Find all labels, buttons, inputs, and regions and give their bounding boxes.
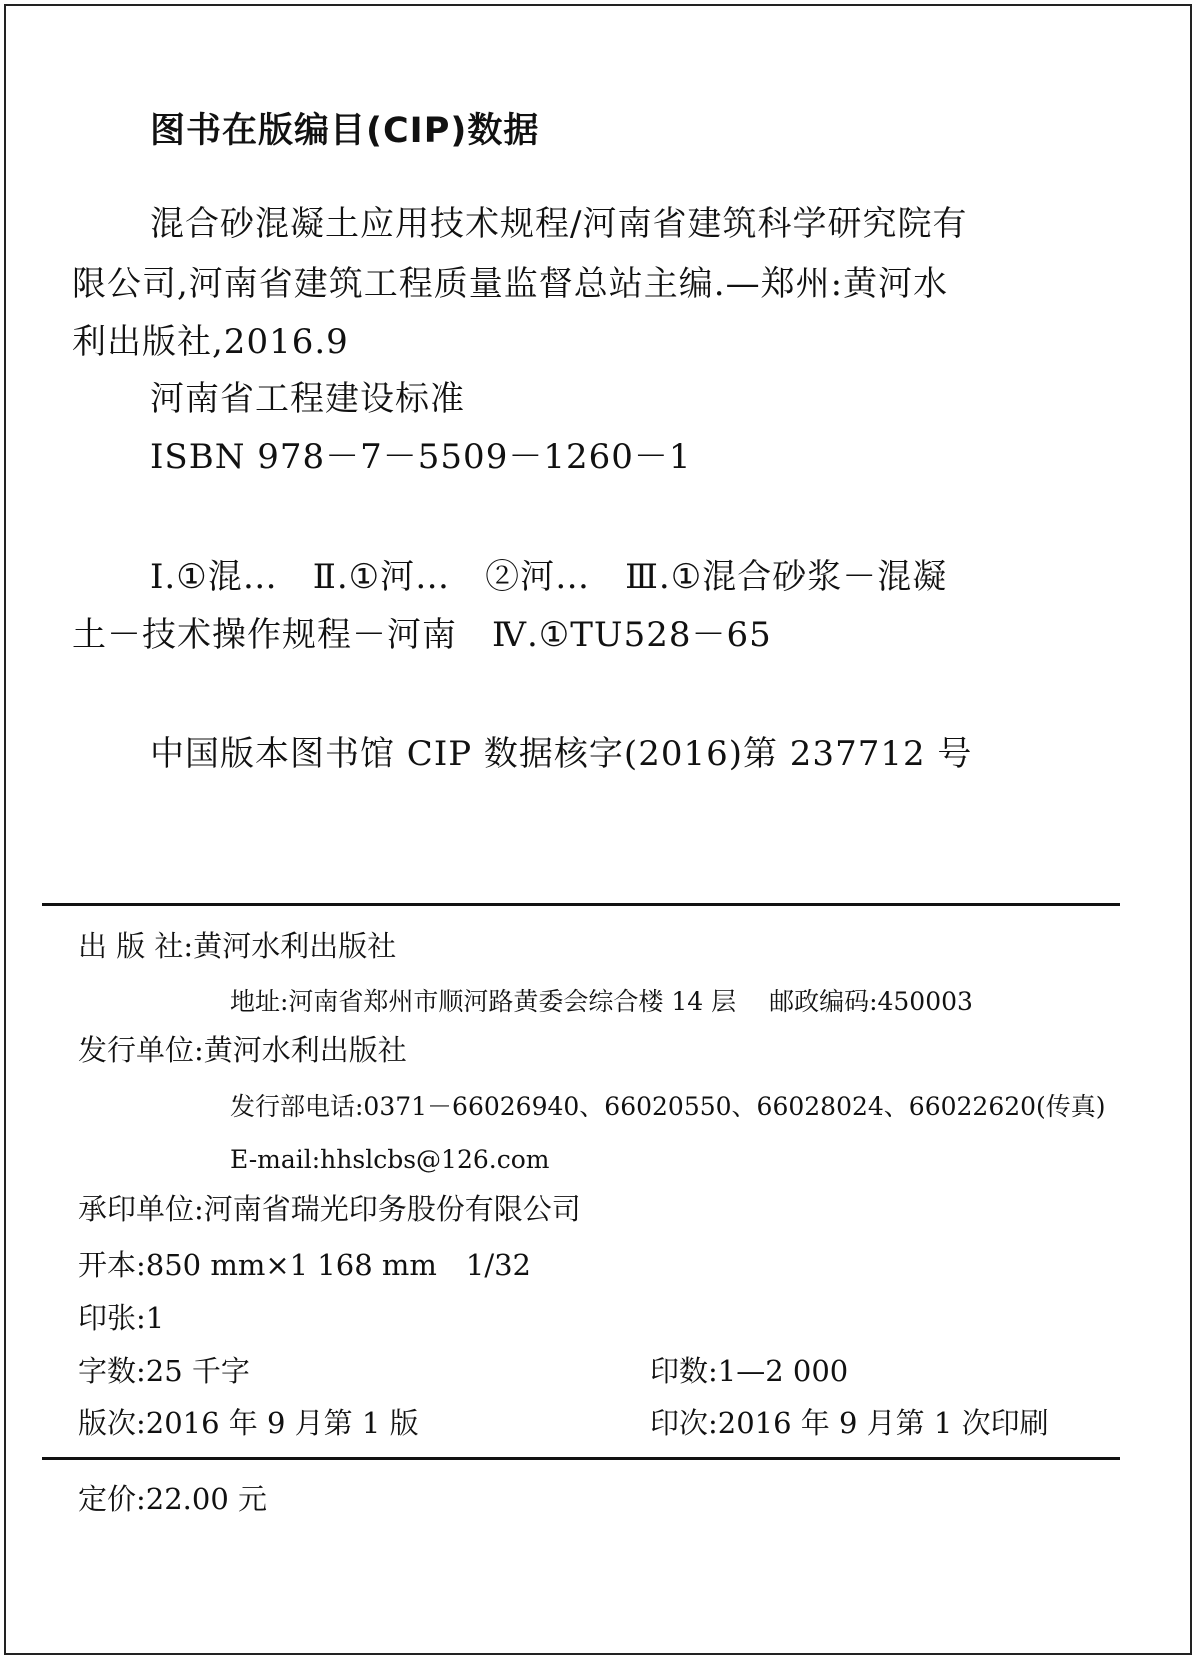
print-run: 印数:1—2 000 bbox=[650, 1354, 849, 1388]
price: 定价:22.00 元 bbox=[78, 1482, 268, 1516]
cip-classification-line-1: Ⅰ.①混… Ⅱ.①河… ②河… Ⅲ.①混合砂浆－混凝 bbox=[150, 557, 948, 597]
printer: 承印单位:河南省瑞光印务股份有限公司 bbox=[78, 1192, 581, 1226]
edition: 版次:2016 年 9 月第 1 版 bbox=[78, 1406, 419, 1440]
cip-heading: 图书在版编目(CIP)数据 bbox=[150, 111, 540, 151]
distributor-phone: 发行部电话:0371－66026940、66020550、66028024、66022620(传真) bbox=[230, 1092, 1106, 1121]
bottom-divider bbox=[42, 1457, 1120, 1460]
cip-description-line-1: 混合砂混凝土应用技术规程/河南省建筑科学研究院有 bbox=[150, 204, 968, 244]
distributor: 发行单位:黄河水利出版社 bbox=[78, 1033, 407, 1067]
email: E-mail:hhslcbs@126.com bbox=[230, 1145, 550, 1174]
book-format: 开本:850 mm×1 168 mm 1/32 bbox=[78, 1248, 531, 1282]
cip-isbn: ISBN 978－7－5509－1260－1 bbox=[150, 437, 692, 477]
printed-sheets: 印张:1 bbox=[78, 1301, 165, 1335]
cip-description-line-2: 限公司,河南省建筑工程质量监督总站主编.—郑州:黄河水 bbox=[72, 264, 949, 304]
word-count: 字数:25 千字 bbox=[78, 1354, 250, 1388]
impression: 印次:2016 年 9 月第 1 次印刷 bbox=[650, 1406, 1049, 1440]
cip-number: 中国版本图书馆 CIP 数据核字(2016)第 237712 号 bbox=[150, 734, 973, 774]
top-divider bbox=[42, 903, 1120, 906]
cip-description-line-3: 利出版社,2016.9 bbox=[72, 322, 349, 362]
cip-series: 河南省工程建设标准 bbox=[150, 379, 465, 419]
publisher-address: 地址:河南省郑州市顺河路黄委会综合楼 14 层 邮政编码:450003 bbox=[230, 987, 973, 1016]
cip-classification-line-2: 土－技术操作规程－河南 Ⅳ.①TU528－65 bbox=[72, 615, 772, 655]
publisher: 出 版 社:黄河水利出版社 bbox=[78, 929, 397, 963]
